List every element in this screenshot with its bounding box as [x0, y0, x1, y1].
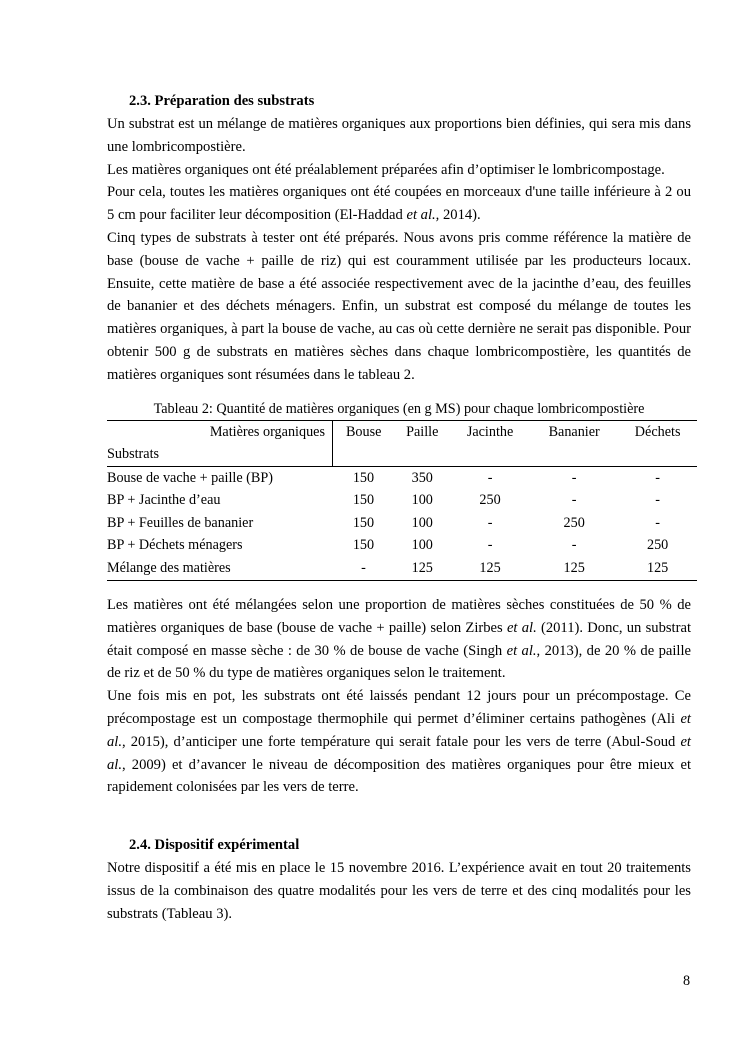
paragraph-substrat-definition: Un substrat est un mélange de matières organiques aux proportions bien définies, qui sera mis dans une lombricompostière.: [107, 116, 691, 155]
paragraph-cinq-types: Cinq types de substrats à tester ont été préparés. Nous avons pris comme référence la matière de base (bouse de vache + paille de riz) qui est couramment utilisée par les producteurs locaux. Ensuite, cette matière de base a été associée respectivement avec de la jacinthe d’eau, des feuilles de bananier et des déchets ménagers. Enfin, un substrat est composé du mélange de toutes les matières organiques, à part la bouse de vache, au cas où cette dernière ne serait pas disponible. Pour obtenir 500 g de substrats en matières sèches dans chaque lombricompostière, les quantités de matières organiques sont résumées dans le tableau 2.: [107, 229, 691, 383]
cell: 125: [530, 557, 618, 580]
table-row: [107, 512, 697, 535]
section-2-4-body: [107, 857, 691, 925]
cell: -: [571, 492, 577, 509]
col-header: Déchets: [618, 421, 697, 444]
table-subheader-row: [107, 444, 697, 467]
cell: 125: [394, 557, 450, 580]
col-header: Jacinthe: [450, 421, 530, 444]
cell: -: [487, 469, 493, 486]
paragraph-coupe: Pour cela, toutes les matières organiques ont été coupées en morceaux d'une taille inférieure à 2 ou 5 cm pour faciliter leur décomposition (El-Haddad et al., 2014).: [107, 184, 691, 224]
row-label: BP + Feuilles de bananier: [107, 514, 254, 531]
row-label: BP + Jacinthe d’eau: [107, 492, 221, 509]
table-row: [107, 467, 697, 490]
cell: 250: [563, 514, 585, 531]
after-table-body: [107, 594, 691, 799]
paragraph-dispositif: Notre dispositif a été mis en place le 15 novembre 2016. L’expérience avait en tout 20 traitements issus de la combinaison des quatre modalités pour les vers de terre et des cinq modalités pour les substrats (Tableau 3).: [107, 860, 691, 922]
cell: 350: [411, 469, 433, 486]
section-2-3-body: [107, 113, 691, 387]
cell: 125: [450, 557, 530, 580]
cell: 150: [352, 537, 375, 554]
col-header: Bananier: [530, 421, 618, 444]
row-label: BP + Déchets ménagers: [107, 537, 243, 554]
row-label: Bouse de vache + paille (BP): [107, 469, 273, 486]
row-label: Mélange des matières: [107, 557, 333, 580]
header-matieres-organiques: Matières organiques: [107, 421, 333, 444]
cell: -: [571, 469, 577, 486]
cell: -: [487, 514, 493, 531]
cell: 100: [411, 537, 433, 554]
table-row: [107, 557, 697, 580]
cell: 250: [479, 492, 501, 509]
col-header: Paille: [394, 421, 450, 444]
paragraph-preparation: Les matières organiques ont été préalablement préparées afin d’optimiser le lombricompostage.: [107, 161, 665, 178]
cell: 150: [352, 469, 375, 486]
cell: 250: [646, 537, 669, 554]
cell: -: [333, 557, 395, 580]
cell: 150: [352, 492, 375, 509]
cell: 100: [411, 492, 433, 509]
paragraph-proportions: Les matières ont été mélangées selon une proportion de matières sèches constituées de 50 % de matières organiques de base (bouse de vache + paille) selon Zirbes et al. (2011). Donc, un substrat était composé en masse sèche : de 30 % de bouse de vache (Singh et al., 2013), de 20 % de paille de riz et de 50 % du type de matières organiques selon le traitement.: [107, 597, 691, 682]
cell: 100: [411, 514, 433, 531]
cell: -: [655, 492, 660, 509]
table-row: [107, 535, 697, 558]
table-row: [107, 490, 697, 513]
cell: -: [487, 537, 493, 554]
cell: 125: [618, 557, 697, 580]
table-caption: Tableau 2: Quantité de matières organiques (en g MS) pour chaque lombricompostière: [153, 401, 645, 417]
header-substrats: Substrats: [107, 444, 333, 467]
table-header-row: [107, 421, 697, 444]
section-heading-2-4: 2.4. Dispositif expérimental: [129, 837, 300, 853]
cell: 150: [352, 514, 375, 531]
cell: -: [655, 469, 660, 486]
substrate-table: [107, 420, 697, 581]
paragraph-precompostage: Une fois mis en pot, les substrats ont été laissés pendant 12 jours pour un précompostage. Ce précompostage est un compostage thermophile qui permet d’éliminer certains pathogènes (Ali et al., 2015), d’anticiper une forte température qui serait fatale pour les vers de terre (Abul-Soud et al., 2009) et d’avancer le niveau de décomposition des matières organiques pour être mieux et rapidement colonisées par les vers de terre.: [107, 688, 691, 796]
cell: -: [571, 537, 577, 554]
page-number: 8: [683, 973, 691, 989]
cell: -: [655, 514, 660, 531]
section-heading-2-3: 2.3. Préparation des substrats: [129, 93, 315, 109]
col-header: Bouse: [333, 421, 395, 444]
